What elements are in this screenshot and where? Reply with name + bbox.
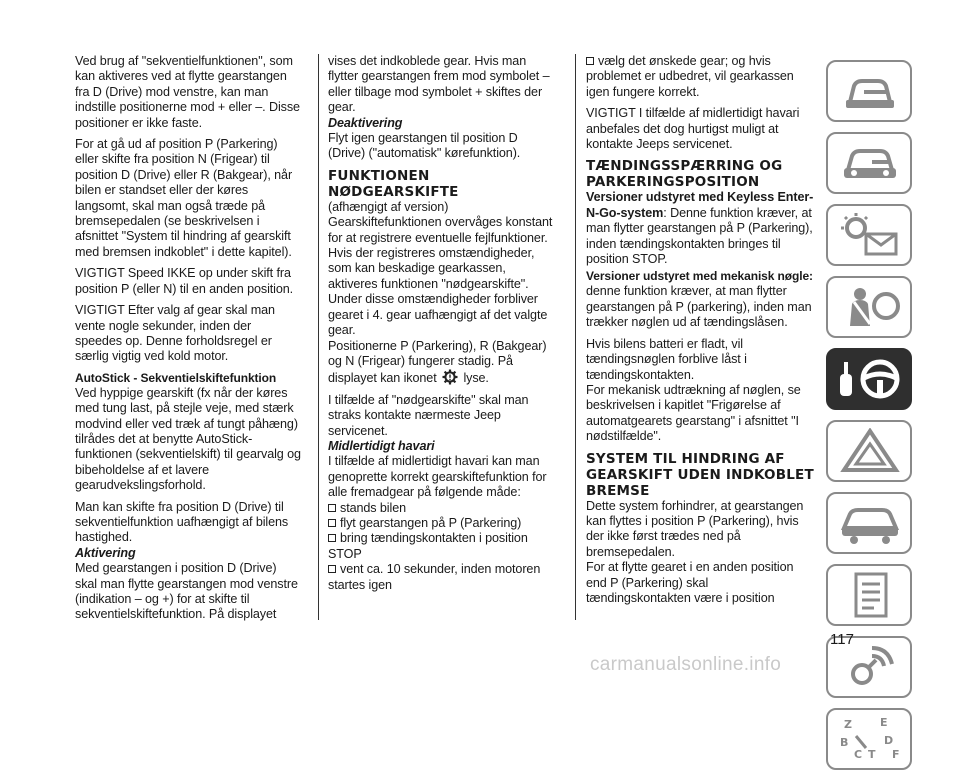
paragraph: VIGTIGT Speed IKKE op under skift fra position P (eller N) til en anden position. xyxy=(75,266,294,296)
paragraph: For at gå ud af position P (Parkering) eller skifte fra position N (Frigear) til position D (Drive) eller R (Bakgear), når bilen er standset eller der køres langsomt, skal man også træde på bremsepedalen (se beskrivelsen i afsnittet "System til hindring af gearskift med bremsen indkoblet" i dette kapitel). xyxy=(75,137,293,259)
list-item xyxy=(328,516,558,531)
list-item xyxy=(328,531,558,562)
list-item xyxy=(328,501,558,516)
car-dashboard-icon xyxy=(836,68,904,114)
tab-warning-lights[interactable] xyxy=(826,204,912,266)
multimedia-icon xyxy=(836,644,904,690)
paragraph: For mekanisk udtrækning af nøglen, se beskrivelsen i kapitlet "Frigørelse af automatgearets gearstang" i afsnittet "I nødstilfælde". xyxy=(586,382,801,444)
index-letter: B xyxy=(840,736,849,749)
tab-emergency[interactable] xyxy=(826,420,912,482)
key-steering-wheel-icon xyxy=(836,356,904,402)
heading-taendingsspaerring: TÆNDINGSSPÆRRING OG PARKERINGSPOSITION xyxy=(586,158,783,191)
paragraph: I tilfælde af "nødgearskifte" skal man straks kontakte nærmeste Jeep servicenet. xyxy=(328,392,529,438)
watermark: carmanualsonline.info xyxy=(590,654,782,675)
list-item-text: vælg det ønskede gear; og hvis problemet er udbedret, vil gearkassen igen fungere korrekt. xyxy=(586,54,794,99)
list-item-text: stands bilen xyxy=(340,500,407,515)
checkbox-square-icon xyxy=(328,565,336,573)
list-item xyxy=(586,54,814,100)
page-number: 117 xyxy=(830,631,854,648)
paragraph: Ved brug af "sekventielfunktionen", som kan aktiveres ved at flytte gearstangen fra D (Drive) mod venstre, kan man indstille positionerne mod + eller –. Disse positioner er ikke faste. xyxy=(75,54,300,130)
tab-safety[interactable] xyxy=(826,132,912,194)
paragraph-text: Positionerne P (Parkering), R (Bakgear) og N (Frigear) fungerer stadig. På displayet kan ikonet xyxy=(328,338,547,386)
paragraph-text: lyse. xyxy=(463,371,489,386)
subheading-keyless: Versioner udstyret med Keyless Enter-N-Go-system xyxy=(586,190,814,220)
tab-index[interactable] xyxy=(826,708,912,770)
paragraph: Man kan skifte fra position D (Drive) til sekventielfunktion uafhængigt af bilens hastighed. xyxy=(75,499,289,545)
subheading-midlertidigt: Midlertidigt havari xyxy=(328,438,435,453)
paragraph: (afhængigt af version) xyxy=(328,199,449,214)
checkbox-square-icon xyxy=(328,504,336,512)
column-1 xyxy=(75,54,301,629)
paragraph: Hvis bilens batteri er fladt, vil tændingsnøglen forblive låst i tændingskontakten. xyxy=(586,336,747,382)
tab-starting-driving[interactable] xyxy=(826,348,912,410)
column-3 xyxy=(586,54,814,612)
paragraph: Dette system forhindrer, at gearstangen kan flyttes i position P (Parkering), hvis der ikke først trædes ned på bremsepedalen. xyxy=(586,498,804,559)
alphabetical-index-icon xyxy=(836,716,904,762)
paragraph-keyless xyxy=(586,190,814,267)
technical-data-sheet-icon xyxy=(836,572,904,618)
chapter-tabs xyxy=(826,60,912,780)
checkbox-square-icon xyxy=(328,519,336,527)
subheading-aktivering: Aktivering xyxy=(75,545,136,560)
checkbox-square-icon xyxy=(586,57,594,65)
paragraph: Under disse omstændigheder forbliver gearet i 4. gear uafhængigt af det valgte gear. xyxy=(328,292,548,338)
subheading-autostick: AutoStick - Sekventielskiftefunktion xyxy=(75,370,277,385)
paragraph: VIGTIGT Efter valg af gear skal man vente nogle sekunder, inden der speedes op. Denne forholdsregel er særlig vigtig ved kold motor. xyxy=(75,303,275,364)
warning-lights-icon xyxy=(836,212,904,258)
tab-dashboard[interactable] xyxy=(826,60,912,122)
paragraph-text: : Denne funktion kræver, at man flytter gearstangen på P (Parkering), inden tændingskontakten bringes til position STOP. xyxy=(586,205,813,267)
list-item-text: vent ca. 10 sekunder, inden motoren startes igen xyxy=(328,562,541,592)
index-letter: Z xyxy=(844,718,852,731)
paragraph: Ved hyppige gearskift (fx når der køres med tung last, på stejle veje, med stærk modvind eller ved træk af tungt påhæng) tilrådes det at benytte AutoStick-funktionen (sekventielskift) til gearvalg og bibeholdelse af et lavere gearudvekslingsforhold. xyxy=(75,385,301,493)
list-item xyxy=(328,562,558,593)
index-letter: E xyxy=(880,716,888,729)
index-letter: T xyxy=(868,748,876,761)
paragraph: I tilfælde af midlertidigt havari kan man genoprette korrekt gearskiftefunktion for alle fremadgear på følgende måde: xyxy=(328,454,547,500)
heading-nodgearskifte: FUNKTIONEN NØDGEARSKIFTE xyxy=(328,167,459,200)
paragraph: Gearskiftefunktionen overvåges konstant for at registrere eventuelle fejlfunktioner. Hvis der registreres omstændigheder, som kan beskadige gearkassen, aktiveres funktionen "nødgearskifte". xyxy=(328,215,553,291)
paragraph-with-icon xyxy=(328,339,558,387)
index-letter: D xyxy=(884,734,894,747)
heading-system: SYSTEM TIL HINDRING AF GEARSKIFT UDEN INDKOBLET BREMSE xyxy=(586,450,814,499)
car-front-icon xyxy=(836,140,904,186)
paragraph: VIGTIGT I tilfælde af midlertidigt havari anbefales det dog hurtigst muligt at kontakte Jeeps servicenet. xyxy=(586,106,800,152)
index-letter: F xyxy=(892,748,900,761)
list-item-text: bring tændingskontakten i position STOP xyxy=(328,531,528,561)
subheading-deaktivering: Deaktivering xyxy=(328,115,403,130)
checkbox-square-icon xyxy=(328,534,336,542)
tab-airbag[interactable] xyxy=(826,276,912,338)
index-letter: C xyxy=(854,748,863,761)
paragraph: Flyt igen gearstangen til position D (Drive) ("automatisk" kørefunktion). xyxy=(328,131,521,161)
paragraph: Med gearstangen i position D (Drive) skal man flytte gearstangen mod venstre (indikation – og +) for at skifte til sekventielskiftefunktion. På displayet xyxy=(75,561,298,622)
paragraph: denne funktion kræver, at man flytter gearstangen på P (parkering), inden man trækker nøglen ud af tændingslåsen. xyxy=(586,284,812,330)
paragraph: vises det indkoblede gear. Hvis man flytter gearstangen frem mod symbolet – eller tilbage mod symbolet + skiftes der gear. xyxy=(328,54,550,115)
subheading-mekanisk: Versioner udstyret med mekanisk nøgle: xyxy=(586,269,813,284)
paragraph: For at flytte gearet i en anden position end P (Parkering) skal tændingskontakten være i position xyxy=(586,560,794,605)
transmission-warning-icon xyxy=(442,369,458,385)
list-item-text: flyt gearstangen på P (Parkering) xyxy=(340,515,522,530)
column-divider-2 xyxy=(575,54,576,620)
warning-triangle-icon xyxy=(836,428,904,474)
column-2 xyxy=(328,54,558,593)
car-service-icon xyxy=(836,500,904,546)
tab-maintenance[interactable] xyxy=(826,492,912,554)
tab-technical-data[interactable] xyxy=(826,564,912,626)
seatbelt-airbag-icon xyxy=(836,284,904,330)
column-divider-1 xyxy=(318,54,319,620)
